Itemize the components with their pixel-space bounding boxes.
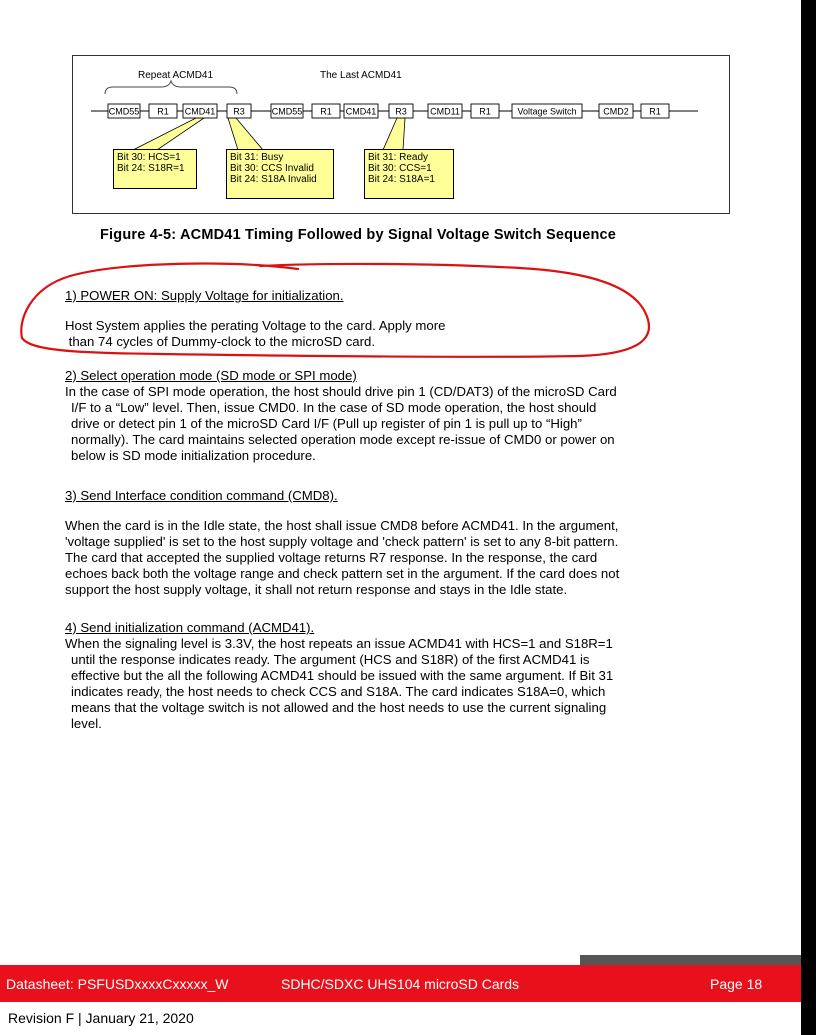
seq-box-label: CMD41 — [184, 106, 216, 117]
section-2-line-4: normally). The card maintains selected operation mode except re-issue of CMD0 or power on — [71, 432, 615, 447]
seq-box-label: CMD2 — [603, 106, 629, 117]
note-2-line-2: Bit 30: CCS Invalid — [230, 163, 314, 174]
section-3-line-4: echoes back both the voltage range and check pattern set in the argument. If the card does not — [65, 566, 620, 581]
right-edge-bar — [801, 0, 816, 1035]
note-3-line-1: Bit 31: Ready — [368, 152, 429, 163]
seq-box-r1 — [641, 104, 669, 118]
note-2-line-1: Bit 31: Busy — [230, 152, 284, 163]
repeat-acmd41-label: Repeat ACMD41 — [138, 70, 214, 81]
seq-box-label: R1 — [649, 106, 661, 117]
seq-box-label: CMD41 — [345, 106, 377, 117]
section-3-line-2: 'voltage supplied' is set to the host supply voltage and 'check pattern' is set to any 8-bit pattern. — [65, 534, 619, 549]
section-2-heading: 2) Select operation mode (SD mode or SPI mode) — [65, 368, 357, 383]
seq-box-cmd55 — [108, 104, 140, 118]
seq-box-label: R1 — [157, 106, 169, 117]
section-4-line-4: indicates ready, the host needs to check CCS and S18A. The card indicates S18A=0, which — [71, 684, 606, 699]
figure-caption: Figure 4-5: ACMD41 Timing Followed by Signal Voltage Switch Sequence — [100, 227, 617, 243]
note-box-2 — [226, 149, 334, 199]
seq-box-r1 — [312, 104, 340, 118]
seq-box-voltage-switch — [512, 104, 582, 118]
section-4-heading: 4) Send initialization command (ACMD41). — [65, 620, 315, 635]
section-3-line-3: The card that accepted the supplied voltage returns R7 response. In the response, the card — [65, 550, 598, 565]
section-4-line-3: effective but the all the following ACMD41 should be issued with the same argument. If Bit 31 — [71, 668, 614, 683]
section-2-line-3: drive or detect pin 1 of the microSD Card I/F (Pull up register of pin 1 is pull up to “High” — [71, 416, 582, 431]
section-3-line-1: When the card is in the Idle state, the host shall issue CMD8 before ACMD41. In the argument, — [65, 518, 619, 533]
section-1-line-2: than 74 cycles of Dummy-clock to the microSD card. — [65, 334, 376, 349]
note-1-line-2: Bit 24: S18R=1 — [117, 163, 185, 174]
section-1-line-1: Host System applies the perating Voltage to the card. Apply more — [65, 318, 446, 333]
section-3 — [65, 488, 619, 598]
seq-box-cmd41 — [344, 104, 378, 118]
footer-product: SDHC/SDXC UHS104 microSD Cards — [281, 976, 520, 992]
section-4-line-2: until the response indicates ready. The argument (HCS and S18R) of the first ACMD41 is — [71, 652, 590, 667]
footer-datasheet: Datasheet: PSFUSDxxxxCxxxxx_W — [6, 976, 229, 992]
section-2-line-5: below is SD mode initialization procedure. — [71, 448, 316, 463]
section-2-line-1: In the case of SPI mode operation, the host should drive pin 1 (CD/DAT3) of the microSD Card — [65, 384, 617, 399]
seq-box-label: Voltage Switch — [517, 106, 577, 117]
section-2 — [65, 368, 617, 464]
footer-revision: Revision F | January 21, 2020 — [8, 1010, 194, 1026]
footer-page: Page 18 — [710, 976, 763, 992]
seq-box-label: R3 — [395, 106, 407, 117]
seq-box-label: CMD11 — [430, 106, 460, 117]
seq-box-label: R1 — [320, 106, 332, 117]
seq-box-r1 — [149, 104, 177, 118]
section-1-heading: 1) POWER ON: Supply Voltage for initialization. — [65, 288, 344, 303]
timing-diagram — [72, 55, 730, 214]
last-acmd41-label: The Last ACMD41 — [320, 70, 402, 81]
seq-box-cmd11 — [428, 104, 462, 118]
seq-box-r3 — [389, 104, 413, 118]
section-3-line-5: support the host supply voltage, it shall not return response and stays in the Idle state. — [65, 582, 568, 597]
section-2-line-2: I/F to a “Low” level. Then, issue CMD0. In the case of SD mode operation, the host should — [71, 400, 597, 415]
note-3-line-3: Bit 24: S18A=1 — [368, 174, 435, 185]
seq-box-label: R3 — [233, 106, 245, 117]
seq-box-r3 — [227, 104, 251, 118]
note-box-3 — [364, 149, 454, 199]
seq-box-cmd41 — [183, 104, 217, 118]
section-3-heading: 3) Send Interface condition command (CMD8). — [65, 488, 338, 503]
seq-box-cmd55 — [271, 104, 303, 118]
seq-box-cmd2 — [599, 104, 633, 118]
section-4-line-6: level. — [71, 716, 102, 731]
section-4-line-5: means that the voltage switch is not allowed and the host needs to use the current signaling — [71, 700, 607, 715]
note-1-line-1: Bit 30: HCS=1 — [117, 152, 181, 163]
note-3-line-2: Bit 30: CCS=1 — [368, 163, 432, 174]
note-box-1 — [113, 149, 197, 189]
seq-box-label: R1 — [479, 106, 491, 117]
section-4 — [65, 620, 613, 732]
seq-box-r1 — [471, 104, 499, 118]
footer-grey-strip — [580, 955, 801, 965]
seq-box-label: CMD55 — [271, 106, 303, 117]
section-1 — [65, 288, 445, 350]
note-2-line-3: Bit 24: S18A Invalid — [230, 174, 317, 185]
section-4-line-1: When the signaling level is 3.3V, the host repeats an issue ACMD41 with HCS=1 and S18R=1 — [65, 636, 613, 651]
seq-box-label: CMD55 — [108, 106, 140, 117]
